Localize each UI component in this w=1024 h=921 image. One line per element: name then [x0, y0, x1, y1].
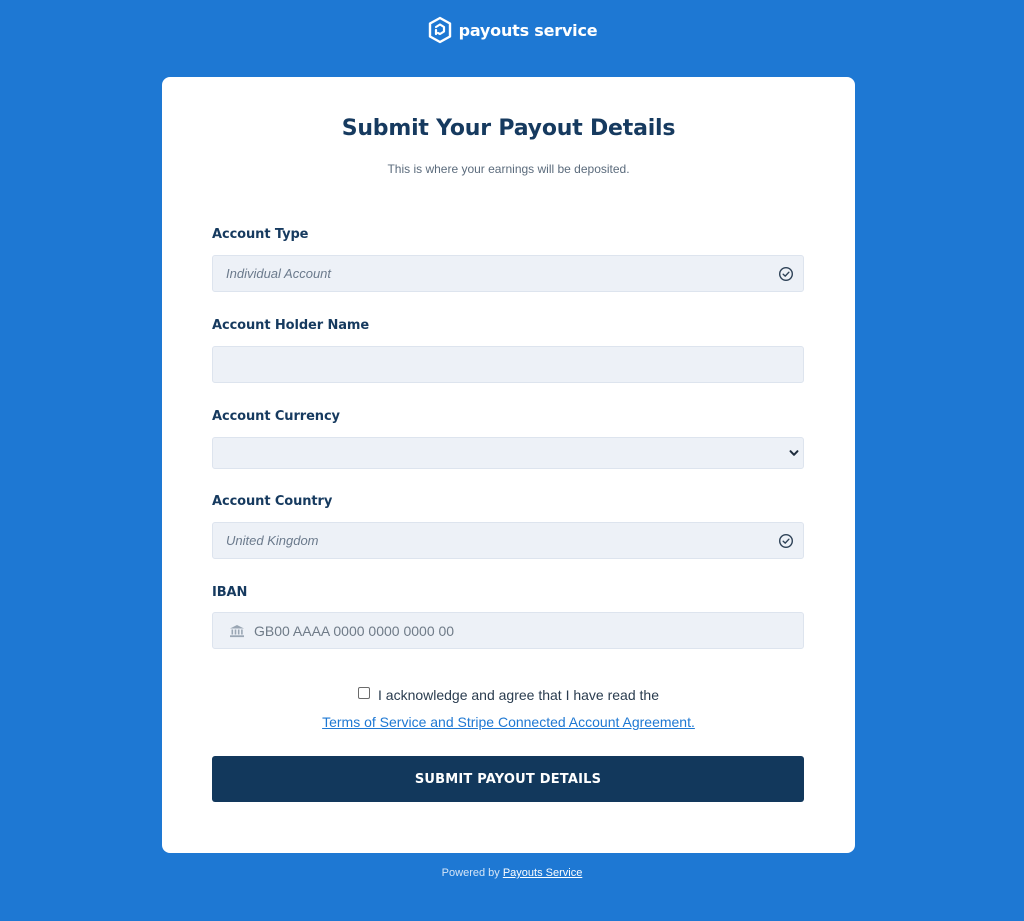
- agreement-text: I acknowledge and agree that I have read the: [378, 687, 659, 703]
- holder-name-input[interactable]: [212, 346, 804, 383]
- iban-label: IBAN: [212, 585, 248, 600]
- holder-name-label: Account Holder Name: [212, 318, 370, 333]
- brand-name: payouts service: [458, 20, 598, 40]
- agreement-line: [162, 687, 855, 703]
- country-field[interactable]: [212, 522, 804, 559]
- chevron-down-icon: [788, 447, 800, 459]
- check-circle-icon: [778, 266, 794, 282]
- iban-input[interactable]: [212, 612, 804, 649]
- page-title: Submit Your Payout Details: [341, 116, 676, 141]
- account-type-field[interactable]: [212, 255, 804, 292]
- iban-placeholder: GB00 AAAA 0000 0000 0000 00: [254, 622, 455, 639]
- terms-link[interactable]: Terms of Service and Stripe Connected Account Agreement.: [322, 714, 695, 730]
- country-label: Account Country: [212, 494, 333, 509]
- check-circle-icon: [778, 533, 794, 549]
- payout-form-card: [162, 77, 855, 853]
- hexagon-logo-icon: [427, 16, 453, 44]
- currency-select[interactable]: [212, 437, 804, 469]
- bank-icon: [229, 624, 245, 638]
- agree-checkbox[interactable]: [358, 687, 370, 699]
- page-subtitle: This is where your earnings will be deposited.: [387, 162, 630, 176]
- submit-button[interactable]: SUBMIT PAYOUT DETAILS: [212, 756, 804, 802]
- account-type-value: Individual Account: [226, 266, 332, 281]
- footer-prefix: Powered by: [441, 867, 500, 879]
- footer-link[interactable]: Payouts Service: [502, 867, 583, 879]
- footer: [0, 867, 1024, 879]
- account-type-label: Account Type: [212, 227, 309, 242]
- currency-label: Account Currency: [212, 409, 340, 424]
- country-value: United Kingdom: [226, 533, 319, 548]
- brand-header: [0, 16, 1024, 44]
